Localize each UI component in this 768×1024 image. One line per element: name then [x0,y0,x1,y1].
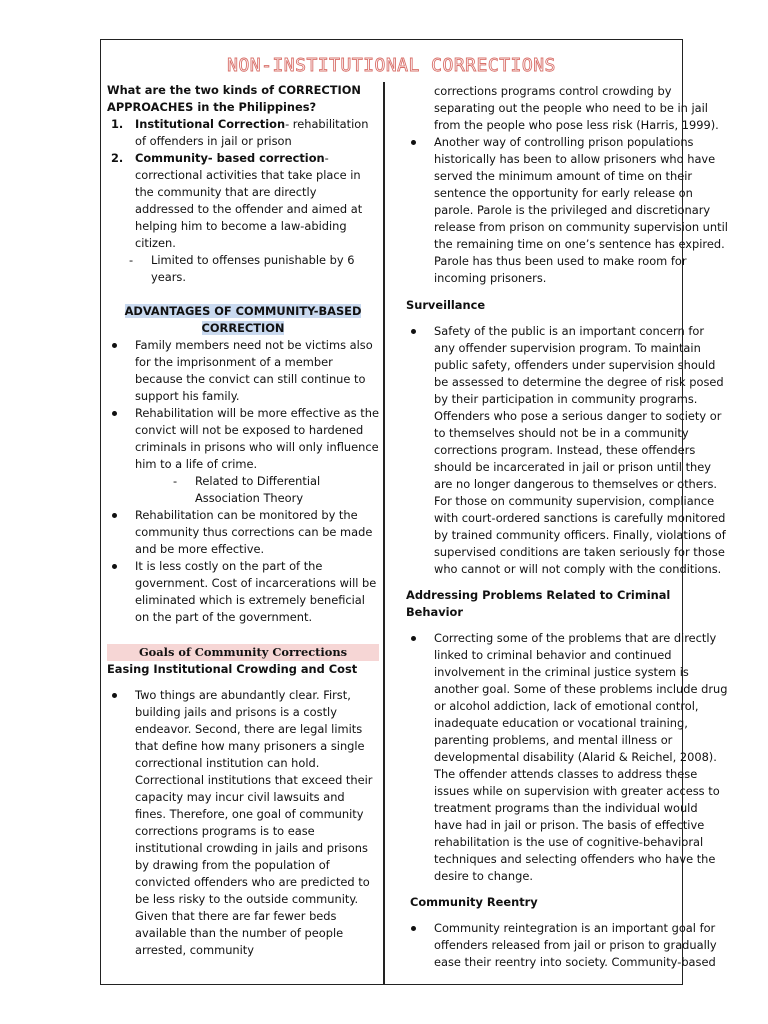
parole-paragraph: Another way of controlling prison populations historically has been to allow prisoners who have served the minimum amount of time on their sentence the opportunity for early release on parole. Parole is the privileged and discretionary release from prison on community supervision until the remaining time on one’s sentence has expired. Parole has thus been used to make room for incoming prisoners. [406,134,728,287]
dash-marker: - [129,253,134,267]
approach-term: Community- based correction [135,151,325,165]
reentry-paragraph: Community reintegration is an important goal for offenders released from jail or prison to gradually ease their reentry into society. Community-based [406,920,728,971]
page-title: NON-INSTITUTIONAL CORRECTIONS [227,55,556,76]
surveillance-heading: Surveillance [406,298,486,312]
approach-description: - rehabilitation of offenders in jail or prison [135,117,369,148]
approach-number: 2. [111,151,124,165]
related-note-text: Related to Differential Association Theory [195,474,321,505]
approach-number: 1. [111,117,124,131]
continued-paragraph: corrections programs control crowding by separating out the people who need to be in jail from the people who pose less risk (Harris, 1999). [434,84,719,132]
limit-note [107,252,379,286]
limit-note-text: Limited to offenses punishable by 6 years. [151,253,355,284]
approach-description: - correctional activities that take place in the community that are directly addressed to the offender and aimed at helping him to become a law-abiding citizen. [135,151,363,250]
approach-item-community [107,150,379,252]
related-note [107,473,379,507]
right-column [406,83,728,971]
advantage-item: Family members need not be victims also for the imprisonment of a member because the convict can still continue to support his family. [107,337,379,405]
column-divider [383,82,385,985]
approach-item-institutional [107,116,379,150]
advantage-item: Rehabilitation can be monitored by the community thus corrections can be made and be more effective. [107,507,379,558]
addressing-paragraph: Correcting some of the problems that are directly linked to criminal behavior and continued involvement in the criminal justice system is another goal. Some of these problems include drug or alcohol addiction, lack of emotional control, inadequate education or vocational training, parenting problems, and mental illness or developmental disability (Alarid & Reichel, 2008). The offender attends classes to address these issues while on supervision with greater access to treatment programs than the individual would have had in jail or prison. The basis of effective rehabilitation is the use of cognitive-behavioral techniques and selecting offenders who have the desire to change. [406,630,728,885]
advantage-item: It is less costly on the part of the government. Cost of incarcerations will be eliminated which is extremely beneficial on the part of the government. [107,558,379,626]
easing-paragraph: Two things are abundantly clear. First, building jails and prisons is a costly endeavor. Second, there are legal limits that define how many prisoners a single correctional institution can hold. Correctional institutions that exceed their capacity may incur civil lawsuits and fines. Therefore, one goal of community corrections programs is to ease institutional crowding in jails and prisons by drawing from the population of convicted offenders who are predicted to be less risky to the outside community. Given that there are far fewer beds available than the number of people arrested, community [107,687,379,959]
dash-marker: - [173,474,178,488]
surveillance-paragraph: Safety of the public is an important concern for any offender supervision program. To maintain public safety, offenders under supervision should be assessed to determine the degree of risk posed by their participation in community programs. Offenders who pose a serious danger to society or to themselves should not be in a community corrections program. Instead, these offenders should be incarcerated in jail or prison until they are no longer dangerous to themselves or others. For those on community supervision, compliance with court-ordered sanctions is carefully monitored by trained community officers. Finally, violations of supervised conditions are taken seriously for those who cannot or will not comply with the conditions. [406,323,728,578]
advantages-heading: ADVANTAGES OF COMMUNITY-BASED CORRECTION [124,304,362,335]
reentry-heading: Community Reentry [410,895,538,909]
goals-heading: Goals of Community Corrections [107,644,379,661]
addressing-heading: Addressing Problems Related to Criminal Behavior [406,588,671,619]
left-column [107,82,379,959]
advantage-item: Rehabilitation will be more effective as the convict will not be exposed to hardened criminals in prisons who will only influence him to a life of crime. [107,405,379,473]
question-heading: What are the two kinds of CORRECTION APPROACHES in the Philippines? [107,83,361,114]
easing-heading: Easing Institutional Crowding and Cost [107,662,358,676]
approach-term: Institutional Correction [135,117,286,131]
